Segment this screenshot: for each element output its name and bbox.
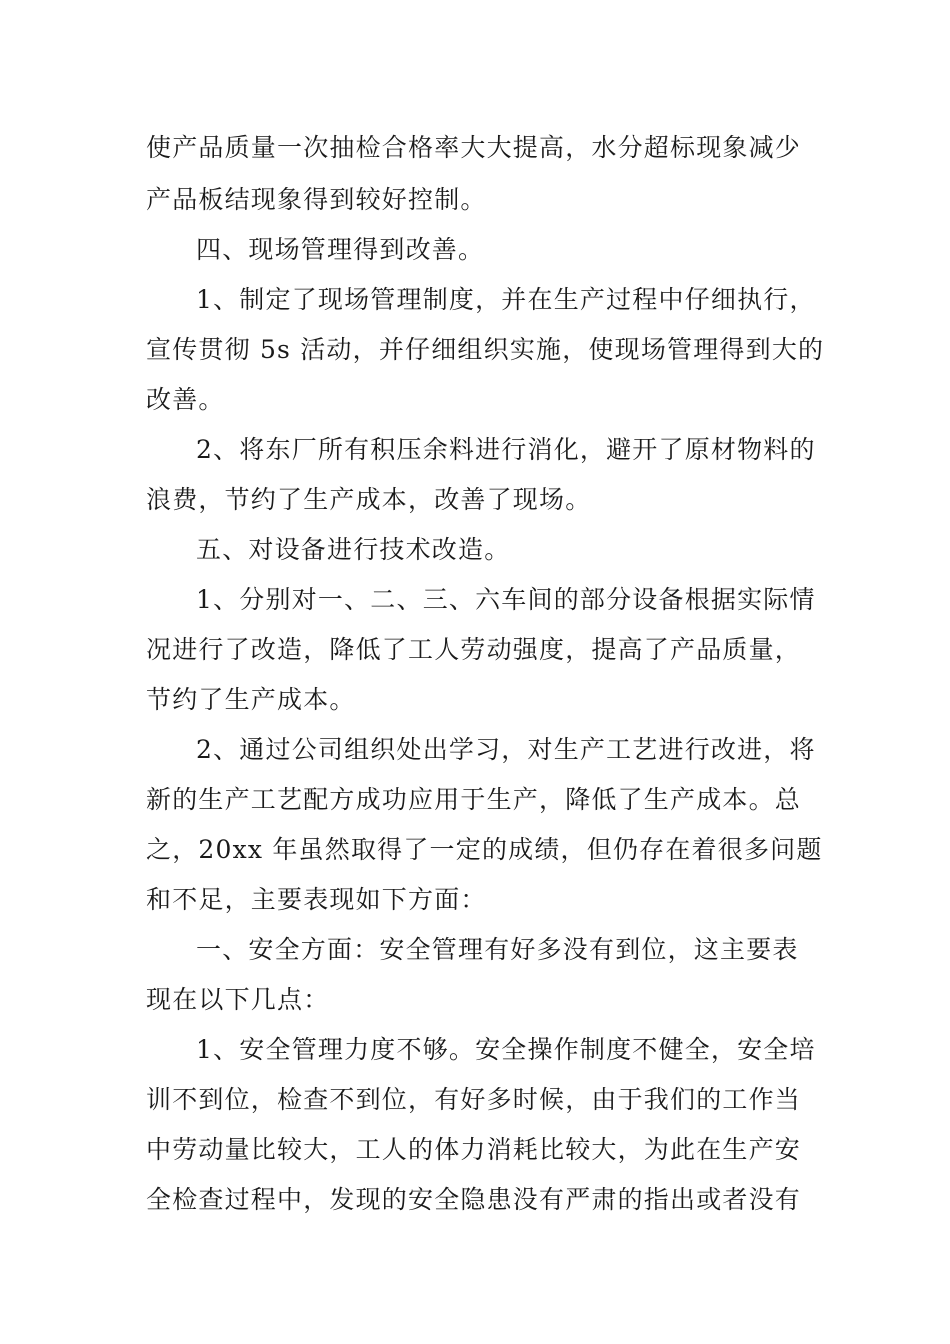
- text-line: 使产品质量一次抽检合格率大大提高，水分超标现象减少: [146, 133, 802, 162]
- text-line: 1、安全管理力度不够。安全操作制度不健全，安全培: [196, 1035, 816, 1064]
- text-line: 产品板结现象得到较好控制。: [146, 185, 487, 214]
- text-line: 1、分别对一、二、三、六车间的部分设备根据实际情: [196, 585, 816, 614]
- section-heading: 四、现场管理得到改善。: [196, 235, 485, 264]
- text-line: 浪费，节约了生产成本，改善了现场。: [146, 485, 592, 514]
- text-line: 之，20xx 年虽然取得了一定的成绩，但仍存在着很多问题: [146, 835, 823, 864]
- text-line: 2、将东厂所有积压余料进行消化，避开了原材物料的: [196, 435, 816, 464]
- text-line: 改善。: [146, 385, 225, 414]
- text-line: 宣传贯彻 5s 活动，并仔细组织实施，使现场管理得到大的: [146, 335, 825, 364]
- text-line: 况进行了改造，降低了工人劳动强度，提高了产品质量，: [146, 635, 802, 664]
- text-line: 全检查过程中，发现的安全隐患没有严肃的指出或者没有: [146, 1185, 802, 1214]
- text-line: 中劳动量比较大，工人的体力消耗比较大，为此在生产安: [146, 1135, 802, 1164]
- text-line: 2、通过公司组织处出学习，对生产工艺进行改进，将: [196, 735, 816, 764]
- text-line: 节约了生产成本。: [146, 685, 356, 714]
- section-heading: 一、安全方面：安全管理有好多没有到位，这主要表: [196, 935, 799, 964]
- text-line: 新的生产工艺配方成功应用于生产，降低了生产成本。总: [146, 785, 802, 814]
- text-line: 现在以下几点：: [146, 985, 330, 1014]
- text-line: 1、制定了现场管理制度，并在生产过程中仔细执行，: [196, 285, 816, 314]
- section-heading: 五、对设备进行技术改造。: [196, 535, 511, 564]
- text-line: 和不足，主要表现如下方面：: [146, 885, 487, 914]
- text-line: 训不到位，检查不到位，有好多时候，由于我们的工作当: [146, 1085, 802, 1114]
